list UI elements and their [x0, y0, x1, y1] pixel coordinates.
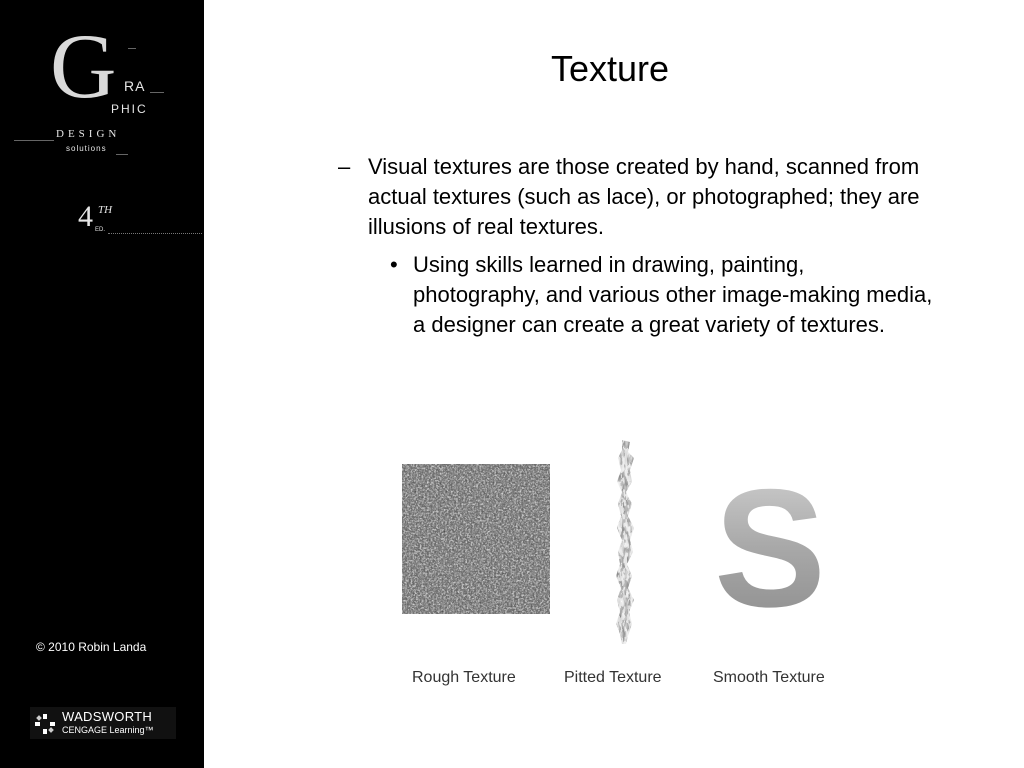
edition-dotted-rule	[108, 233, 202, 234]
logo-rule	[14, 140, 54, 141]
publisher-sub: CENGAGE Learning™	[62, 725, 154, 735]
bullet-marker: •	[390, 252, 398, 277]
logo-text-solutions: solutions	[66, 144, 107, 153]
logo-text-phic: PHIC	[111, 102, 148, 116]
logo-text-design: DESIGN	[56, 128, 121, 140]
caption-pitted: Pitted Texture	[564, 669, 662, 686]
edition-number: 4	[78, 200, 93, 233]
slide-title: Texture	[550, 48, 670, 89]
logo-text-ra: RA	[124, 78, 146, 94]
sidebar	[0, 0, 204, 768]
smooth-texture-image	[708, 470, 832, 620]
caption-smooth: Smooth Texture	[713, 669, 825, 686]
edition-label: ED.	[95, 227, 106, 233]
logo-letter-g: G	[50, 15, 117, 117]
dash-marker: –	[338, 154, 351, 179]
pitted-texture-image	[608, 440, 644, 644]
edition-suffix: TH	[98, 204, 113, 216]
rough-texture-image	[402, 464, 550, 614]
copyright-text: © 2010 Robin Landa	[36, 640, 147, 654]
bullet-text: Visual textures are those created by hand, scanned from actual textures (such as lace), or photographed; they are illusions of real textures.	[368, 154, 920, 239]
logo-tick	[150, 92, 164, 93]
publisher-logo	[30, 707, 176, 739]
smooth-letter-s: S	[713, 470, 827, 620]
logo-tick	[128, 48, 136, 49]
bullet-text: Using skills learned in drawing, painting, photography, and various other image-making media, a designer can create a great variety of textures.	[413, 252, 933, 337]
cengage-star-icon	[34, 713, 56, 735]
logo-tick	[116, 154, 128, 155]
caption-rough: Rough Texture	[412, 669, 516, 686]
publisher-name: WADSWORTH	[62, 709, 153, 724]
